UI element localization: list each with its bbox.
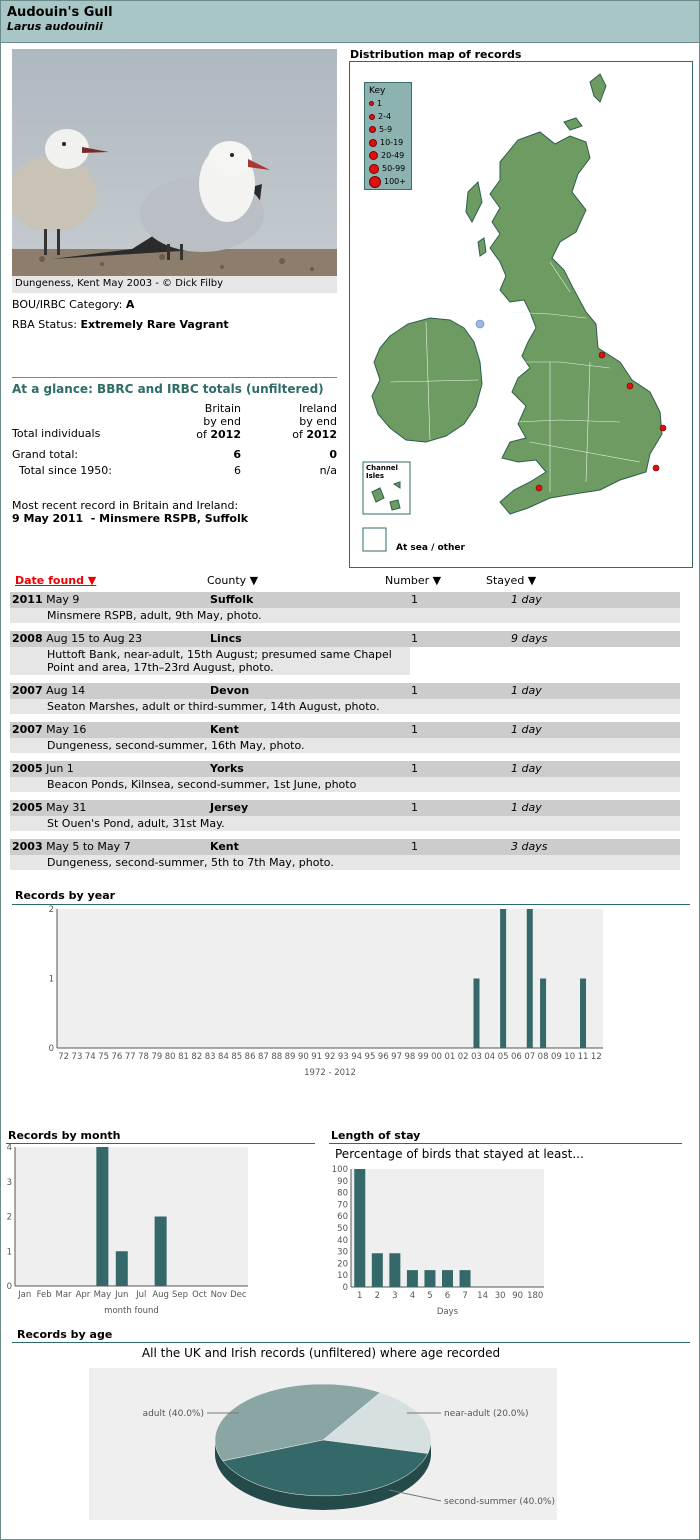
bar	[500, 909, 506, 1048]
recent-record-label: Most recent record in Britain and Ireland:	[12, 499, 239, 512]
record-number: 1	[411, 762, 418, 775]
y-tick-label: 4	[6, 1143, 12, 1153]
record-detail: Beacon Ponds, Kilnsea, second-summer, 1st June, photo	[10, 777, 680, 792]
x-tick-label: 98	[404, 1052, 416, 1062]
x-tick-label: 14	[477, 1291, 489, 1301]
x-tick-label: 78	[138, 1052, 149, 1062]
x-tick-label: Feb	[36, 1290, 52, 1300]
record-row[interactable]	[10, 631, 680, 675]
x-tick-label: Nov	[210, 1290, 228, 1300]
record-row[interactable]	[10, 761, 680, 792]
x-tick-label: Jun	[115, 1290, 129, 1300]
record-county: Jersey	[210, 801, 249, 814]
x-tick-label: 90	[297, 1052, 309, 1062]
since-1950-ireland: n/a	[319, 464, 337, 477]
x-tick-label: 07	[524, 1052, 536, 1062]
age-chart-subtitle: All the UK and Irish records (unfiltered) where age recorded	[141, 1346, 501, 1360]
records-by-year-chart	[41, 905, 611, 1081]
x-tick-label: 06	[511, 1052, 522, 1062]
y-tick-label: 3	[6, 1177, 12, 1188]
record-county: Lincs	[210, 632, 242, 645]
record-date: 2005 May 31	[12, 801, 87, 814]
record-row[interactable]	[10, 592, 680, 623]
record-stayed: 1 day	[511, 684, 542, 697]
y-tick-label: 1	[6, 1247, 12, 1258]
age-chart-title: Records by age	[17, 1328, 113, 1341]
latin-name: Larus audouinii	[7, 20, 103, 33]
x-tick-label: 97	[391, 1052, 402, 1062]
channel-isles-label: Channel Isles	[366, 464, 398, 480]
x-tick-label: 89	[284, 1052, 296, 1062]
x-tick-label: 5	[427, 1291, 433, 1301]
x-tick-label: 94	[351, 1052, 363, 1062]
plot-area	[15, 1147, 248, 1286]
x-tick-label: 93	[337, 1052, 349, 1062]
record-date: 2005 Jun 1	[12, 762, 74, 775]
x-tick-label: 6	[444, 1291, 451, 1301]
record-stayed: 9 days	[511, 632, 548, 645]
x-tick-label: Aug	[152, 1290, 169, 1300]
key-item: 10-19	[369, 136, 407, 149]
x-tick-label: 77	[124, 1052, 136, 1062]
recent-record-value: 9 May 2011 - Minsmere RSPB, Suffolk	[12, 512, 249, 525]
x-tick-label: 180	[527, 1291, 544, 1301]
record-number: 1	[411, 684, 418, 697]
y-tick-label: 40	[337, 1235, 348, 1246]
sort-number[interactable]: Number ▼	[385, 574, 442, 587]
bird-photo[interactable]	[12, 49, 337, 276]
x-tick-label: 11	[577, 1052, 589, 1062]
y-tick-label: 2	[6, 1212, 12, 1223]
bar	[372, 1253, 383, 1287]
x-tick-label: 87	[258, 1052, 269, 1062]
x-tick-label: 75	[98, 1052, 110, 1062]
key-item: 50-99	[369, 162, 407, 175]
glance-title: At a glance: BBRC and IRBC totals (unfiltered)	[12, 382, 324, 396]
x-tick-label: 01	[444, 1052, 456, 1062]
key-item: 20-49	[369, 149, 407, 162]
x-tick-label: Sep	[172, 1290, 189, 1300]
rba-value: Extremely Rare Vagrant	[80, 318, 229, 331]
record-detail: Dungeness, second-summer, 5th to 7th May, photo.	[10, 855, 680, 870]
record-stayed: 1 day	[511, 801, 542, 814]
britain-column-head: Britain by end of 2012	[196, 402, 241, 441]
bar	[540, 979, 546, 1049]
y-tick-label: 0	[342, 1283, 348, 1293]
ireland-column-head: Ireland by end of 2012	[292, 402, 337, 441]
x-tick-label: 92	[324, 1052, 336, 1062]
bar	[155, 1217, 167, 1287]
bar	[460, 1270, 471, 1287]
x-axis-label: Days	[436, 1307, 459, 1317]
y-tick-label: 70	[337, 1200, 348, 1211]
x-tick-label: 04	[484, 1052, 496, 1062]
x-tick-label: Dec	[230, 1290, 247, 1300]
x-tick-label: 88	[271, 1052, 283, 1062]
bar	[116, 1251, 128, 1286]
x-tick-label: 4	[409, 1291, 416, 1301]
sort-county[interactable]: County ▼	[207, 574, 259, 587]
y-tick-label: 80	[337, 1188, 348, 1199]
x-tick-label: 76	[111, 1052, 123, 1062]
grand-total-label: Grand total:	[12, 448, 79, 461]
x-tick-label: 80	[164, 1052, 176, 1062]
record-county: Yorks	[210, 762, 244, 775]
record-county: Kent	[210, 723, 239, 736]
record-summary	[10, 592, 680, 608]
x-axis-label: 1972 - 2012	[304, 1068, 356, 1078]
stay-chart-title: Length of stay	[331, 1129, 421, 1142]
grand-total-britain: 6	[233, 448, 241, 461]
y-tick-label: 1	[48, 974, 54, 985]
record-stayed: 1 day	[511, 723, 542, 736]
x-tick-label: 74	[84, 1052, 96, 1062]
record-summary	[10, 683, 680, 699]
records-by-age-chart	[89, 1368, 557, 1520]
record-row[interactable]	[10, 722, 680, 753]
y-tick-label: 0	[6, 1282, 12, 1292]
total-individuals-label: Total individuals	[12, 427, 101, 440]
record-summary	[10, 839, 680, 855]
map-key: Key 1 2-4 5-9 10-19 20-49 50-99 100+	[364, 82, 412, 190]
record-number: 1	[411, 801, 418, 814]
key-item: 2-4	[369, 110, 407, 123]
y-tick-label: 90	[337, 1176, 348, 1187]
grand-total-ireland: 0	[329, 448, 337, 461]
x-tick-label: 2	[374, 1291, 381, 1301]
record-stayed: 1 day	[511, 762, 542, 775]
record-number: 1	[411, 593, 418, 606]
record-county: Kent	[210, 840, 239, 853]
photo-caption: Dungeness, Kent May 2003 - © Dick Filby	[12, 276, 337, 293]
map-title: Distribution map of records	[350, 48, 522, 61]
x-tick-label: Apr	[75, 1290, 91, 1300]
record-row[interactable]	[10, 800, 680, 831]
y-tick-label: 20	[337, 1259, 348, 1270]
x-tick-label: 00	[431, 1052, 442, 1062]
x-tick-label: Oct	[192, 1290, 207, 1300]
month-chart-title: Records by month	[8, 1129, 121, 1142]
record-date: 2011 May 9	[12, 593, 80, 606]
record-detail: Huttoft Bank, near-adult, 15th August; presumed same Chapel Point and area, 17th–23rd August, photo.	[10, 647, 410, 675]
divider	[12, 377, 337, 378]
at-sea-label: At sea / other	[396, 543, 465, 553]
length-of-stay-chart	[326, 1165, 556, 1325]
x-tick-label: 05	[497, 1052, 509, 1062]
y-tick-label: 100	[331, 1165, 348, 1175]
key-item: 1	[369, 97, 407, 110]
sort-date-found[interactable]: Date found ▼	[15, 574, 97, 587]
category-value: A	[125, 298, 135, 311]
x-tick-label: 3	[392, 1291, 398, 1301]
x-tick-label: Jul	[136, 1290, 147, 1300]
key-item: 5-9	[369, 123, 407, 136]
y-tick-label: 60	[337, 1212, 348, 1223]
x-tick-label: 84	[218, 1052, 229, 1062]
record-summary	[10, 800, 680, 816]
pie-label: near-adult (20.0%)	[444, 1409, 529, 1419]
x-tick-label: 1	[357, 1291, 363, 1301]
since-1950-label: Total since 1950:	[19, 464, 112, 477]
record-date: 2003 May 5 to May 7	[12, 840, 131, 853]
bar	[354, 1169, 365, 1287]
record-detail: Dungeness, second-summer, 16th May, photo.	[10, 738, 680, 753]
record-number: 1	[411, 723, 418, 736]
bar	[527, 909, 533, 1048]
x-tick-label: 30	[494, 1291, 506, 1301]
x-tick-label: 79	[151, 1052, 163, 1062]
record-stayed: 1 day	[511, 593, 542, 606]
record-date: 2008 Aug 15 to Aug 23	[12, 632, 143, 645]
bar	[473, 979, 479, 1049]
record-number: 1	[411, 632, 418, 645]
x-tick-label: 03	[471, 1052, 482, 1062]
x-tick-label: Mar	[55, 1290, 72, 1300]
record-county: Suffolk	[210, 593, 254, 606]
records-by-month-chart	[1, 1143, 261, 1321]
record-county: Devon	[210, 684, 250, 697]
bou-category: BOU/IRBC Category: A	[12, 298, 135, 311]
record-row[interactable]	[10, 683, 680, 714]
y-tick-label: 50	[337, 1224, 348, 1234]
key-item: 100+	[369, 175, 407, 188]
x-tick-label: 02	[457, 1052, 469, 1062]
x-tick-label: 12	[590, 1052, 602, 1062]
y-tick-label: 2	[48, 905, 54, 915]
x-tick-label: Jan	[18, 1290, 32, 1300]
bar	[580, 979, 586, 1049]
x-tick-label: 95	[364, 1052, 376, 1062]
bar	[407, 1270, 418, 1287]
x-axis-label: month found	[104, 1306, 159, 1316]
record-summary	[10, 631, 680, 647]
sort-stayed[interactable]: Stayed ▼	[486, 574, 537, 587]
x-tick-label: 82	[191, 1052, 203, 1062]
record-stayed: 3 days	[511, 840, 548, 853]
year-chart-title: Records by year	[15, 889, 116, 902]
y-tick-label: 10	[337, 1271, 348, 1282]
y-tick-label: 30	[337, 1247, 348, 1258]
record-summary	[10, 722, 680, 738]
record-number: 1	[411, 840, 418, 853]
stay-chart-subtitle: Percentage of birds that stayed at least...	[335, 1147, 584, 1161]
y-tick-label: 0	[48, 1044, 54, 1054]
x-tick-label: 81	[178, 1052, 189, 1062]
record-row[interactable]	[10, 839, 680, 870]
x-tick-label: 09	[550, 1052, 562, 1062]
x-tick-label: 86	[244, 1052, 256, 1062]
bar	[442, 1270, 453, 1287]
x-tick-label: 83	[204, 1052, 216, 1062]
bar	[389, 1253, 400, 1287]
since-1950-britain: 6	[234, 464, 241, 477]
x-tick-label: 08	[537, 1052, 549, 1062]
x-tick-label: 91	[311, 1052, 323, 1062]
x-tick-label: 10	[564, 1052, 576, 1062]
x-tick-label: 73	[71, 1052, 83, 1062]
distribution-map[interactable]	[349, 61, 693, 568]
record-date: 2007 May 16	[12, 723, 87, 736]
common-name: Audouin's Gull	[7, 5, 113, 20]
rba-status: RBA Status: Extremely Rare Vagrant	[12, 318, 229, 331]
pie-label: adult (40.0%)	[142, 1409, 204, 1419]
x-tick-label: 99	[417, 1052, 429, 1062]
record-date: 2007 Aug 14	[12, 684, 86, 697]
x-tick-label: 85	[231, 1052, 243, 1062]
pie-label: second-summer (40.0%)	[444, 1497, 555, 1507]
record-summary	[10, 761, 680, 777]
plot-area	[57, 909, 603, 1048]
bar	[424, 1270, 435, 1287]
species-header	[1, 1, 699, 43]
record-detail: St Ouen's Pond, adult, 31st May.	[10, 816, 680, 831]
x-tick-label: 7	[462, 1291, 468, 1301]
x-tick-label: 72	[58, 1052, 70, 1062]
x-tick-label: 90	[512, 1291, 524, 1301]
record-detail: Minsmere RSPB, adult, 9th May, photo.	[10, 608, 680, 623]
x-tick-label: May	[93, 1290, 112, 1300]
record-detail: Seaton Marshes, adult or third-summer, 14th August, photo.	[10, 699, 680, 714]
x-tick-label: 96	[377, 1052, 389, 1062]
bar	[96, 1147, 108, 1286]
